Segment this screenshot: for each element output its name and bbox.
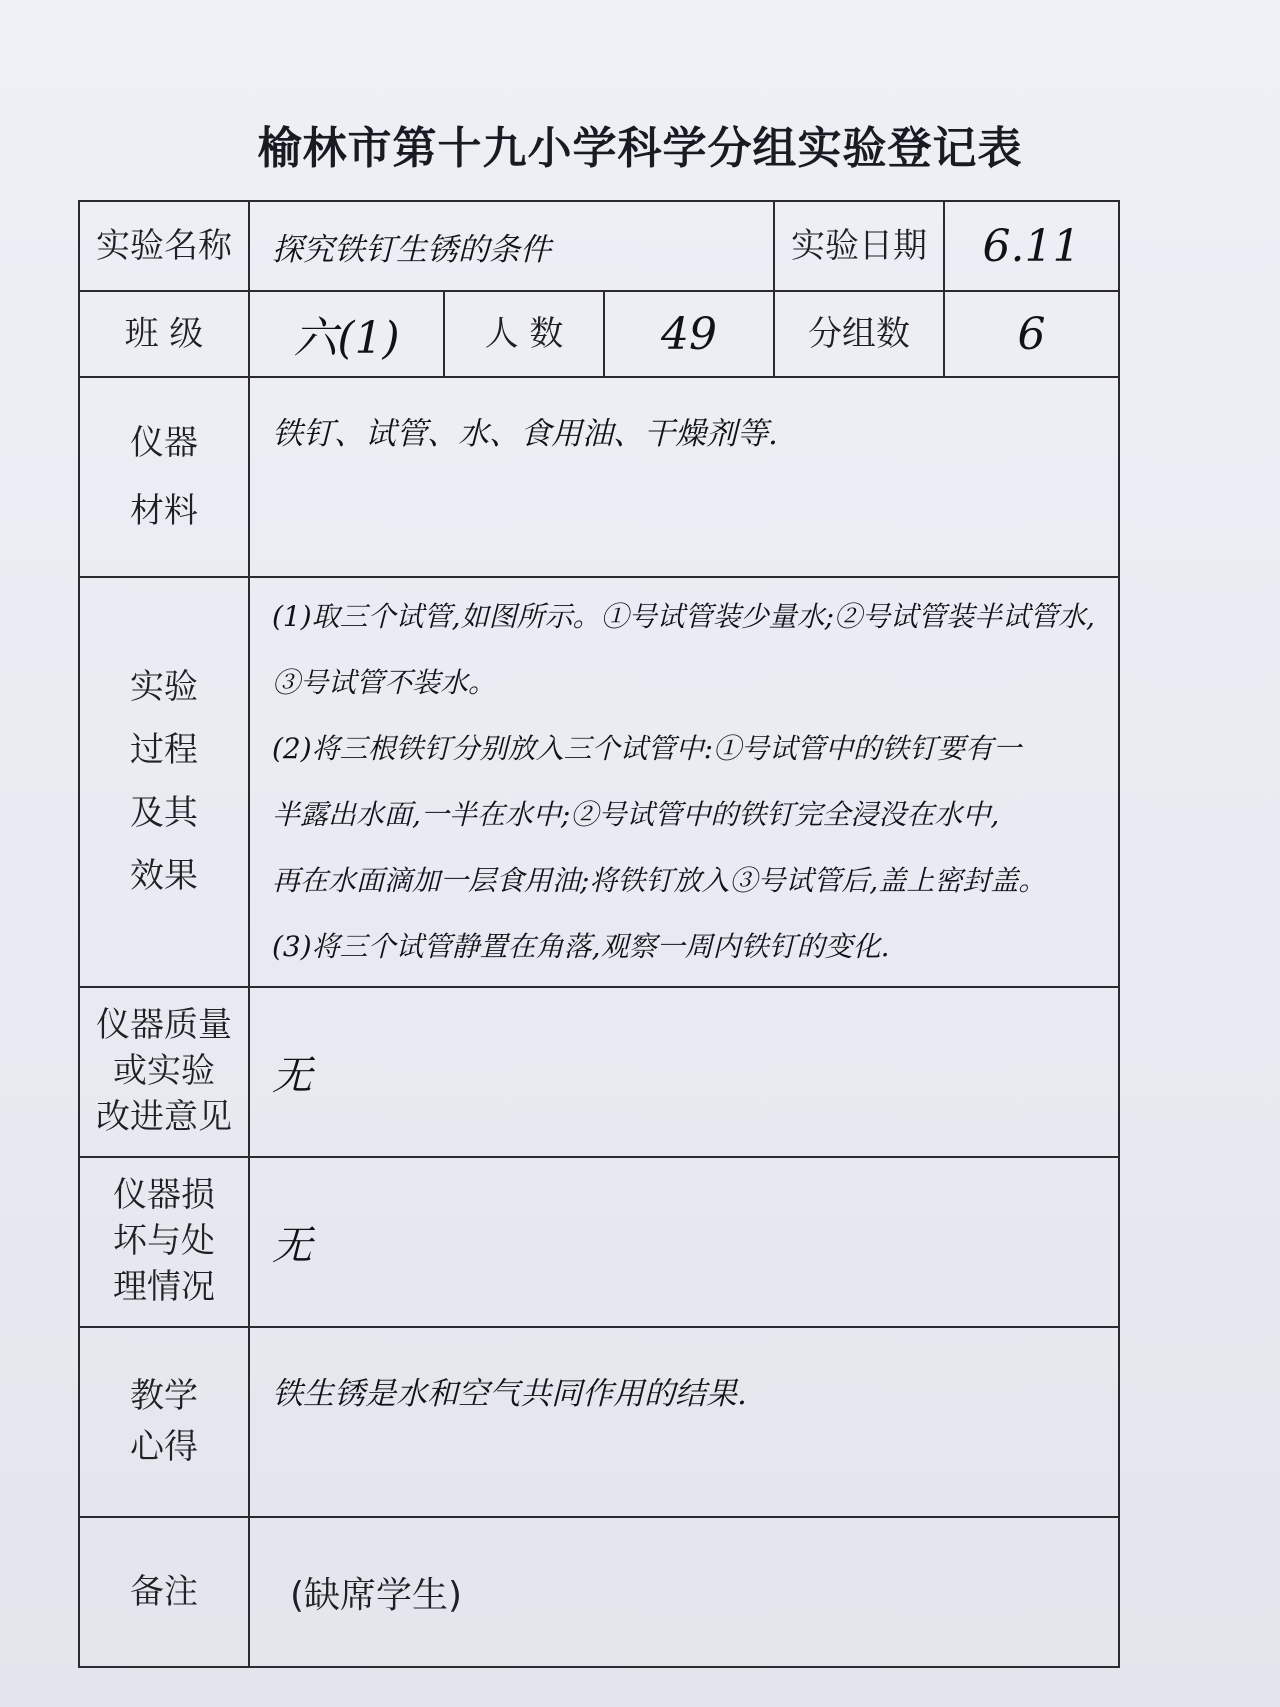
value-damage: 无 (249, 1157, 1119, 1327)
value-class: 六(1) (249, 291, 444, 377)
row-process (79, 577, 1119, 987)
value-experiment-name: 探究铁钉生锈的条件 (249, 201, 774, 291)
label-groups: 分组数 (774, 291, 944, 377)
row-quality (79, 987, 1119, 1157)
value-remarks: (缺席学生) (249, 1517, 1119, 1667)
label-materials: 仪器 材料 (79, 377, 249, 577)
value-quality: 无 (249, 987, 1119, 1157)
row-experience (79, 1327, 1119, 1517)
process-line: 半露出水面,一半在水中;②号试管中的铁钉完全浸没在水中, (272, 798, 1000, 831)
label-class: 班 级 (79, 291, 249, 377)
label-experience: 教学 心得 (79, 1327, 249, 1517)
process-line: 再在水面滴加一层食用油;将铁钉放入③号试管后,盖上密封盖。 (272, 864, 1047, 897)
row-name-date (79, 201, 1119, 291)
value-groups: 6 (944, 291, 1119, 377)
row-class-people-groups (79, 291, 1119, 377)
registration-table (78, 200, 1120, 1668)
row-damage (79, 1157, 1119, 1327)
value-people: 49 (604, 291, 774, 377)
label-damage: 仪器损 坏与处 理情况 (79, 1157, 249, 1327)
value-process (249, 577, 1119, 987)
process-line: (1)取三个试管,如图所示。①号试管装少量水;②号试管装半试管水, (272, 600, 1095, 633)
process-line: (3)将三个试管静置在角落,观察一周内铁钉的变化. (272, 930, 890, 963)
process-line: ③号试管不装水。 (272, 666, 497, 699)
process-line: (2)将三根铁钉分别放入三个试管中:①号试管中的铁钉要有一 (272, 732, 1022, 765)
label-remarks: 备注 (79, 1517, 249, 1667)
value-experience: 铁生锈是水和空气共同作用的结果. (249, 1327, 1119, 1517)
row-materials (79, 377, 1119, 577)
label-quality: 仪器质量 或实验 改进意见 (79, 987, 249, 1157)
label-people: 人 数 (444, 291, 604, 377)
label-process: 实验 过程 及其 效果 (79, 577, 249, 987)
form-title: 榆林市第十九小学科学分组实验登记表 (257, 123, 1023, 174)
value-experiment-date: 6.11 (944, 201, 1119, 291)
label-experiment-date: 实验日期 (774, 201, 944, 291)
row-remarks (79, 1517, 1119, 1667)
label-experiment-name: 实验名称 (79, 201, 249, 291)
value-materials: 铁钉、试管、水、食用油、干燥剂等. (249, 377, 1119, 577)
